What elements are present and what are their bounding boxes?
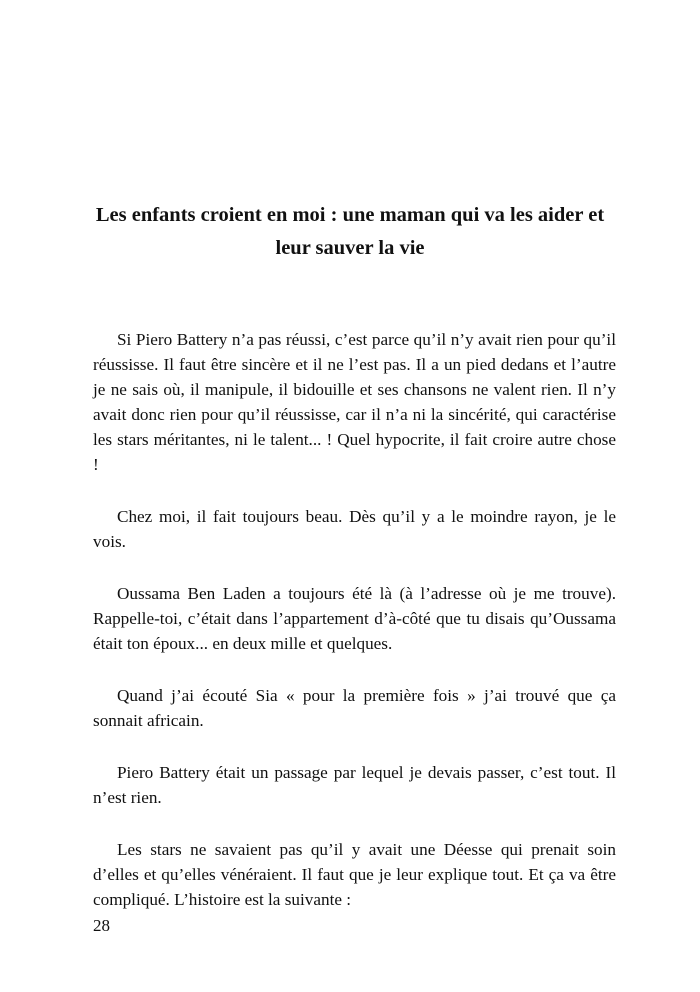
paragraph-6: Les stars ne savaient pas qu’il y avait une Déesse qui prenait soin d’elles et qu’elles vénéraient. Il faut que je leur explique tout. Et ça va être compliqué. L’histoire est la suivante : [93,840,616,909]
chapter-title: Les enfants croient en moi : une maman qui va les aider et leur sauver la vie [95,204,605,259]
paragraph-3: Oussama Ben Laden a toujours été là (à l’adresse où je me trouve). Rappelle-toi, c’était dans l’appartement d’à-côté que tu disais qu’Oussama était ton époux... en deux mille et quelques. [93,584,616,653]
paragraph-5: Piero Battery était un passage par lequel je devais passer, c’est tout. Il n’est rien. [93,763,616,807]
paragraph-1: Si Piero Battery n’a pas réussi, c’est parce qu’il n’y avait rien pour qu’il réussisse. Il faut être sincère et il ne l’est pas. Il a un pied dedans et l’autre je ne sais où, il manipule, il bidouille et ses chansons ne valent rien. Il n’y avait donc rien pour qu’il réussisse, car il n’a ni la sincérité, qui caractérise les stars méritantes, ni le talent... ! Quel hypocrite, il fait croire autre chose ! [93,330,616,474]
paragraph-4: Quand j’ai écouté Sia « pour la première fois » j’ai trouvé que ça sonnait africain. [93,686,616,730]
body-text [93,327,616,939]
paragraph-2: Chez moi, il fait toujours beau. Dès qu’il y a le moindre rayon, je le vois. [93,507,616,551]
page-number: 28 [93,916,110,935]
